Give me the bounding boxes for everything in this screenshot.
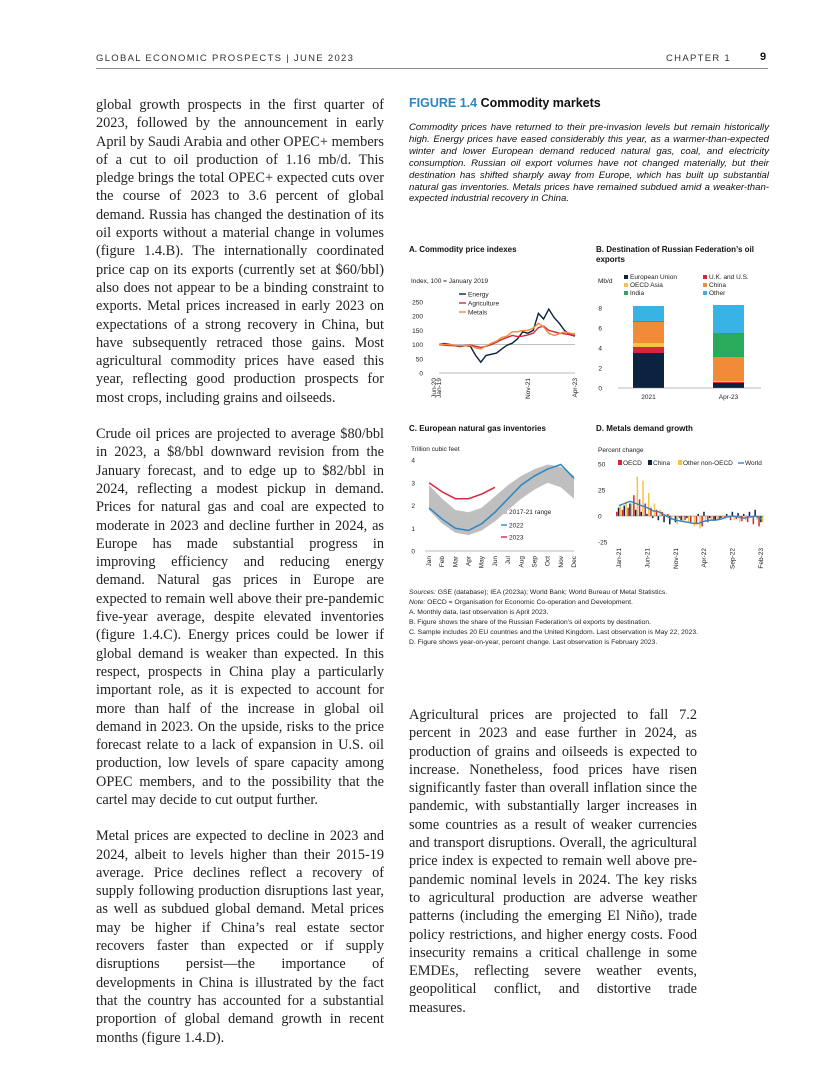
bar-china — [743, 514, 745, 516]
x-tick-label: Dec — [571, 556, 578, 568]
bar-segment-european-union — [713, 383, 744, 388]
bar-china — [754, 510, 756, 516]
legend-label-india: India — [630, 290, 645, 297]
x-tick-label: Aug — [518, 556, 526, 568]
bar-other-non-oecd — [694, 516, 696, 526]
chart-a-commodity-price-indexes — [409, 270, 584, 410]
x-tick-label: Jun — [491, 556, 499, 567]
legend-swatch-india — [624, 291, 628, 295]
y-tick-label: 4 — [411, 457, 415, 465]
bar-other-non-oecd — [648, 493, 650, 516]
right-text-column — [409, 706, 697, 1035]
legend-swatch-oecd — [618, 460, 622, 465]
x-tick-label: May — [478, 556, 486, 569]
note-line: B. Figure shows the share of the Russian Federation’s oil exports by destination. — [409, 619, 652, 626]
bar-china — [646, 514, 648, 516]
bar-segment-u-k-and-u-s- — [633, 347, 664, 353]
running-header-chapter: CHAPTER 1 — [666, 53, 732, 64]
bar-segment-india — [633, 321, 664, 322]
bar-oecd — [667, 514, 669, 516]
legend-label-china: China — [653, 460, 670, 467]
bar-oecd — [679, 516, 681, 518]
bar-other-non-oecd — [620, 506, 622, 516]
note-label: Note: — [409, 599, 426, 606]
bar-china — [698, 514, 700, 516]
bar-oecd — [639, 499, 641, 516]
header-rule — [96, 68, 768, 69]
legend-label-u-k-and-u-s-: U.K. and U.S. — [709, 274, 749, 281]
bar-oecd — [719, 516, 721, 519]
note-text-0: OECD = Organisation for Economic Co-operation and Development. — [427, 599, 633, 606]
bar-oecd — [684, 516, 686, 520]
bar-oecd — [645, 504, 647, 517]
chart-c-gas-inventories — [409, 442, 584, 584]
note-line — [409, 598, 769, 608]
chart-d-metals-demand — [596, 442, 768, 584]
x-tick-label: Jun-20 — [430, 378, 438, 398]
legend-label-china: China — [709, 282, 726, 289]
bar-china — [737, 513, 739, 516]
note-line: A. Monthly data, last observation is April 2023. — [409, 609, 549, 616]
running-header-title: GLOBAL ECONOMIC PROSPECTS | JUNE 2023 — [96, 53, 355, 64]
x-tick-label: Sep-22 — [729, 548, 737, 569]
x-tick-label: Jan-19 — [436, 378, 443, 398]
bar-other-non-oecd — [688, 516, 690, 522]
legend-swatch-china — [648, 460, 652, 465]
y-tick-label: 50 — [415, 356, 423, 364]
bar-oecd — [622, 510, 624, 516]
bar-segment-other — [633, 306, 664, 321]
y-axis-label: Index, 100 = January 2019 — [411, 278, 489, 285]
y-tick-label: 100 — [412, 342, 423, 350]
bar-china — [618, 508, 620, 516]
paragraph-3: Metal prices are expected to decline in 2023 and 2024, albeit to levels higher than their 2015-19 average. Price declines reflect a recovery of supply following production disruptions last year, as well as subdued global demand. Metal prices may be higher if China’s real estate sector recovers faster than expected or if supply disruptions persist—the importance of developments in China is illustrated by the fact that the country has accounted for a substantial proportion of global demand growth in recent months (figure 1.4.D). — [96, 828, 384, 1046]
bar-segment-india — [713, 333, 744, 357]
x-tick-label: Mar — [452, 556, 460, 568]
legend-swatch-other-non-oecd — [678, 460, 682, 465]
legend-label-metals: Metals — [468, 309, 488, 317]
bar-china — [726, 514, 728, 516]
y-tick-label: 250 — [412, 299, 423, 307]
y-tick-label: 0 — [419, 370, 423, 378]
bar-china — [675, 516, 677, 522]
chart-b-russian-oil-destination — [596, 270, 768, 410]
figure-notes — [409, 588, 769, 648]
y-tick-label: 150 — [412, 327, 423, 335]
legend-swatch-china — [703, 283, 707, 287]
y-tick-label: 0 — [598, 385, 602, 393]
note-line: D. Figure shows year-on-year, percent change. Last observation is February 2023. — [409, 639, 658, 646]
legend-label-oecd: OECD — [623, 460, 642, 467]
x-tick-label: Jun-21 — [644, 548, 652, 568]
bar-oecd — [627, 508, 629, 516]
bar-segment-european-union — [633, 353, 664, 388]
paragraph-2: Crude oil prices are projected to average $80/bbl in 2023, a $8/bbl downward revision from the January forecast, and to edge up to $82/bbl in 2024, reflecting a modest pickup in demand. Prices for natural gas and coal are expected to moderate in 2023 and decline further in 2024, as Europe has made substantial progress in improving efficiency and reducing energy demand. Natural gas prices in Europe are expected to remain well above their pre-pandemic five-year average, despite elevated inventories (figure 1.4.C). Energy prices could be lower if global demand is weaker than expected. In this respect, prospects in China play a particularly important role, as it is expected to account for more than half of the increase in global oil demand in 2023. On the upside, risks to the price forecast relate to a lack of expansion in U.S. oil production, low levels of spare capacity among OPEC members, and to the possibility that the cartel may decide to cut output further. — [96, 426, 384, 808]
y-tick-label: 0 — [598, 513, 602, 521]
legend-swatch-oecd-asia — [624, 283, 628, 287]
bar-segment-china — [633, 322, 664, 343]
y-tick-label: 200 — [412, 313, 423, 321]
y-tick-label: 1 — [411, 525, 415, 533]
x-tick-label: Oct — [544, 556, 552, 567]
panel-b-title: B. Destination of Russian Federation’s oil exports — [596, 245, 754, 264]
legend-label-2023: 2023 — [509, 534, 524, 542]
legend-label-agriculture: Agriculture — [468, 300, 500, 308]
bar-oecd — [633, 495, 635, 516]
y-tick-label: 25 — [598, 487, 606, 495]
paragraph-4: Agricultural prices are projected to fall 7.2 percent in 2023 and ease further in 2024, as production of grains and oilseeds is expected to increase. Nonetheless, food prices have risen significantly faster than overall inflation since the pandemic, with substantially larger increases in some countries as a result of weaker currencies and transport disruptions. Overall, the agricultural price index is expected to remain well above pre-pandemic nominal levels in 2024. The key risks to agricultural production are adverse weather patterns (including the emerging El Niño), trade policy restrictions, and higher energy costs. Food insecurity remains a critical challenge in some EMDEs, reflecting severe weather events, geopolitical conflict, and distortive trade measures. — [409, 707, 697, 1016]
legend-swatch-other — [703, 291, 707, 295]
bar-other-non-oecd — [654, 504, 656, 517]
legend-label-oecd-asia: OECD Asia — [630, 282, 663, 289]
legend-swatch-range — [502, 509, 507, 514]
y-tick-label: 50 — [598, 461, 606, 469]
bar-oecd — [741, 516, 743, 521]
legend-swatch-european-union — [624, 275, 628, 279]
bar-china — [624, 506, 626, 516]
x-tick-label: Jan-21 — [615, 548, 623, 568]
legend-label-other: Other — [709, 290, 726, 297]
x-tick-label: Jul — [505, 556, 513, 565]
y-axis-label: Trillion cubic feet — [411, 446, 460, 453]
bar-china — [658, 516, 660, 520]
bar-other-non-oecd — [637, 477, 639, 517]
sources-text: GSE (database); IEA (2023a); World Bank; World Bureau of Metal Statistics. — [437, 589, 668, 596]
bar-other-non-oecd — [762, 516, 764, 522]
bar-china — [652, 516, 654, 518]
x-tick-label: Apr — [465, 556, 473, 567]
bar-segment-other — [713, 305, 744, 333]
x-tick-label: Nov — [557, 556, 565, 568]
bar-segment-u-k-and-u-s- — [713, 382, 744, 383]
y-tick-label: 2 — [411, 503, 415, 510]
bar-segment-oecd-asia — [713, 381, 744, 382]
page-number: 9 — [760, 51, 767, 63]
y-axis-label: Mb/d — [598, 278, 613, 285]
sources-line — [409, 588, 769, 598]
x-tick-label: Apr-23 — [572, 378, 579, 398]
panel-a-title: A. Commodity price indexes — [409, 245, 517, 254]
bar-china — [686, 516, 688, 518]
bar-other-non-oecd — [631, 504, 633, 517]
y-tick-label: 3 — [411, 480, 415, 488]
x-tick-label: Nov-21 — [672, 548, 680, 569]
bar-china — [703, 512, 705, 516]
legend-label-world: World — [745, 460, 762, 467]
y-tick-label: 4 — [598, 345, 602, 353]
bar-china — [641, 512, 643, 516]
note-line: C. Sample includes 20 EU countries and the United Kingdom. Last observation is May 22, 2023. — [409, 629, 699, 636]
bar-segment-china — [713, 357, 744, 381]
y-axis-label: Percent change — [598, 447, 644, 454]
panel-d-title: D. Metals demand growth — [596, 424, 693, 433]
y-tick-label: -25 — [598, 539, 608, 547]
bar-segment-oecd-asia — [633, 343, 664, 347]
bar-oecd — [616, 512, 618, 516]
figure-label: FIGURE 1.4 — [409, 96, 478, 110]
y-tick-label: 2 — [598, 365, 602, 373]
x-tick-label: Sep — [531, 556, 539, 568]
y-tick-label: 0 — [411, 548, 415, 556]
bar-oecd — [690, 516, 692, 522]
legend-swatch-u-k-and-u-s- — [703, 275, 707, 279]
bar-china — [720, 516, 722, 518]
x-tick-label: Jan — [426, 556, 433, 567]
figure-title — [409, 96, 601, 110]
sources-label: Sources: — [409, 589, 436, 596]
x-tick-label: Apr-23 — [718, 394, 739, 401]
legend-label-other-non-oecd: Other non-OECD — [683, 460, 733, 467]
bar-other-non-oecd — [642, 481, 644, 516]
x-tick-label: Nov-21 — [524, 378, 532, 399]
bar-oecd — [753, 516, 755, 524]
left-text-column — [96, 96, 384, 1065]
figure-caption: Commodity prices have returned to their pre-invasion levels but remain historically high. Energy prices have eased considerably this year, as a warmer-than-expected winter and lower European demand reduced natural gas, coal, and electricity consumption. Russian oil export volumes have not changed materially, but their destination has shifted sharply away from Europe, which has built up substantial natural gas inventories. Metals prices have remained subdued amid a weaker-than-expected industrial recovery in China. — [409, 122, 769, 205]
bar-china — [635, 510, 637, 516]
bar-china — [680, 516, 682, 520]
y-tick-label: 6 — [598, 325, 602, 333]
legend-label-european-union: European Union — [630, 274, 677, 281]
x-tick-label: Feb — [439, 556, 447, 568]
x-tick-label: Apr-22 — [701, 548, 709, 568]
legend-label-2022: 2022 — [509, 522, 524, 530]
x-tick-label: Feb-23 — [758, 548, 766, 569]
bar-china — [749, 512, 751, 516]
legend-label-range: 2017-21 range — [509, 509, 552, 516]
x-tick-label: 2021 — [641, 394, 656, 401]
y-tick-label: 8 — [598, 305, 602, 313]
figure-title-text: Commodity markets — [480, 96, 601, 110]
bar-china — [629, 504, 631, 517]
panel-c-title: C. European natural gas inventories — [409, 424, 546, 433]
bar-china — [709, 516, 711, 518]
paragraph-1: global growth prospects in the first quarter of 2023, followed by the announcement in early April by Saudi Arabia and other OPEC+ members of a cut to oil production of 1.16 mb/d. This pledge brings the total OPEC+ expected cuts over the course of 2023 to 3.6 percent of global demand. Russia has changed the destination of its oil exports without a material change in volumes (figure 1.4.B). The internationally coordinated price cap on its exports (currently set at $60/bbl) also does not appear to be a binding constraint to exports. Metal prices increased in early 2023 on expectations of a strong recovery in China, but have subsequently retraced those gains. Most agricultural commodity prices have eased this year, reflecting good production prospects for most crops, including grains and oilseeds. — [96, 97, 384, 406]
legend-label-energy: Energy — [468, 291, 489, 299]
bar-china — [663, 516, 665, 522]
